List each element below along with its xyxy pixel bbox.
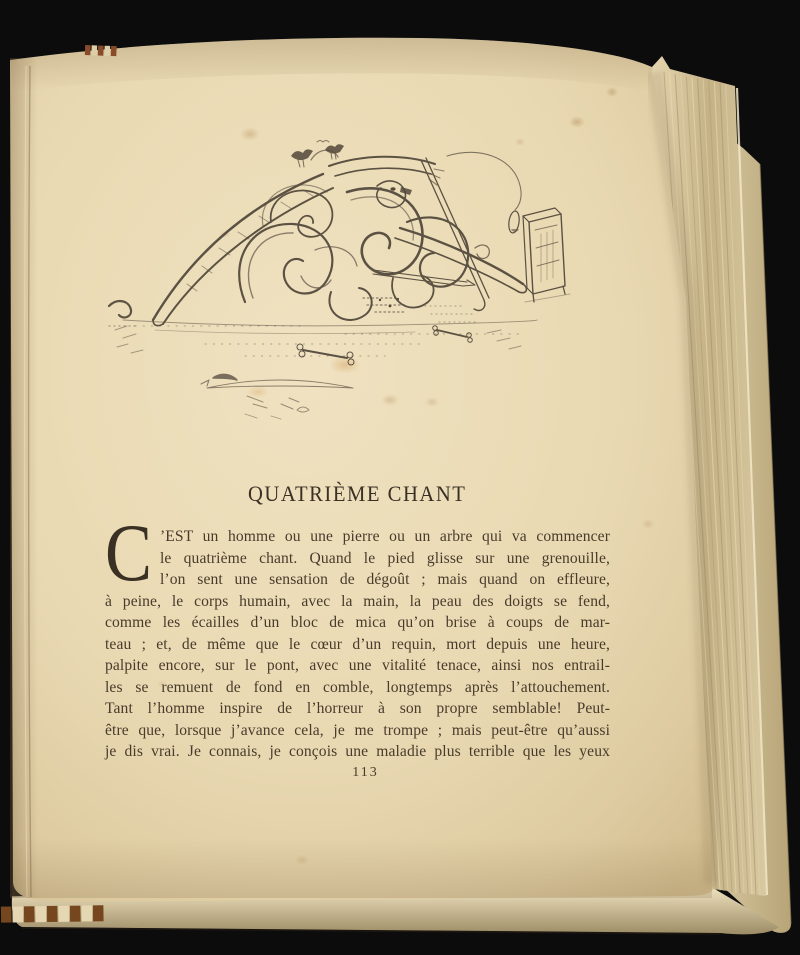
illustration-cabinet [523,208,570,302]
body-line: les se remuent de fond en comble, longtemps après l’attouchement. [105,678,610,696]
drop-cap [105,507,153,598]
page-number: 113 [352,765,379,780]
headband-top [85,45,117,56]
body-line: être que, lorsque j’avance cela, je me trompe ; mais peut-être qu’aussi [105,721,610,739]
body-line: le quatrième chant. Quand le pied glisse sur une grenouille, [160,549,610,567]
body-line: ’EST un homme ou une pierre ou un arbre qui va commencer [160,528,610,545]
illustration-tusk [153,174,333,326]
body-line: je dis vrai. Je connais, je conçois une maladie plus terrible que les yeux [105,743,610,761]
body-line: à peine, le corps humain, avec la main, la peau des doigts se fend, [105,592,610,610]
illustration-bones [109,301,472,419]
illustration-mound [239,150,526,320]
chapter-illustration [95,130,595,448]
chapter-title [105,481,610,507]
body-line: palpite encore, sur le pont, avec une vitalité tenace, ainsi nos entrail- [105,657,610,675]
headband-bottom [1,905,104,922]
drop-cap-letter: C [105,507,153,598]
body-line: teau ; et, de même que le cœur d’un requin, mort depuis une heure, [105,635,610,653]
illustration-ground [115,306,537,356]
chapter-title-text: QUATRIÈME CHANT [248,481,467,506]
body-line: Tant l’homme inspire de l’horreur à son propre semblable! Peut- [105,700,610,718]
body-paragraph [105,507,610,763]
body-line: l’on sent une sensation de dégoût ; mais quand on effleure, [160,571,610,589]
body-line: comme les écailles d’un bloc de mica qu’on brise à coups de mar- [105,614,610,632]
